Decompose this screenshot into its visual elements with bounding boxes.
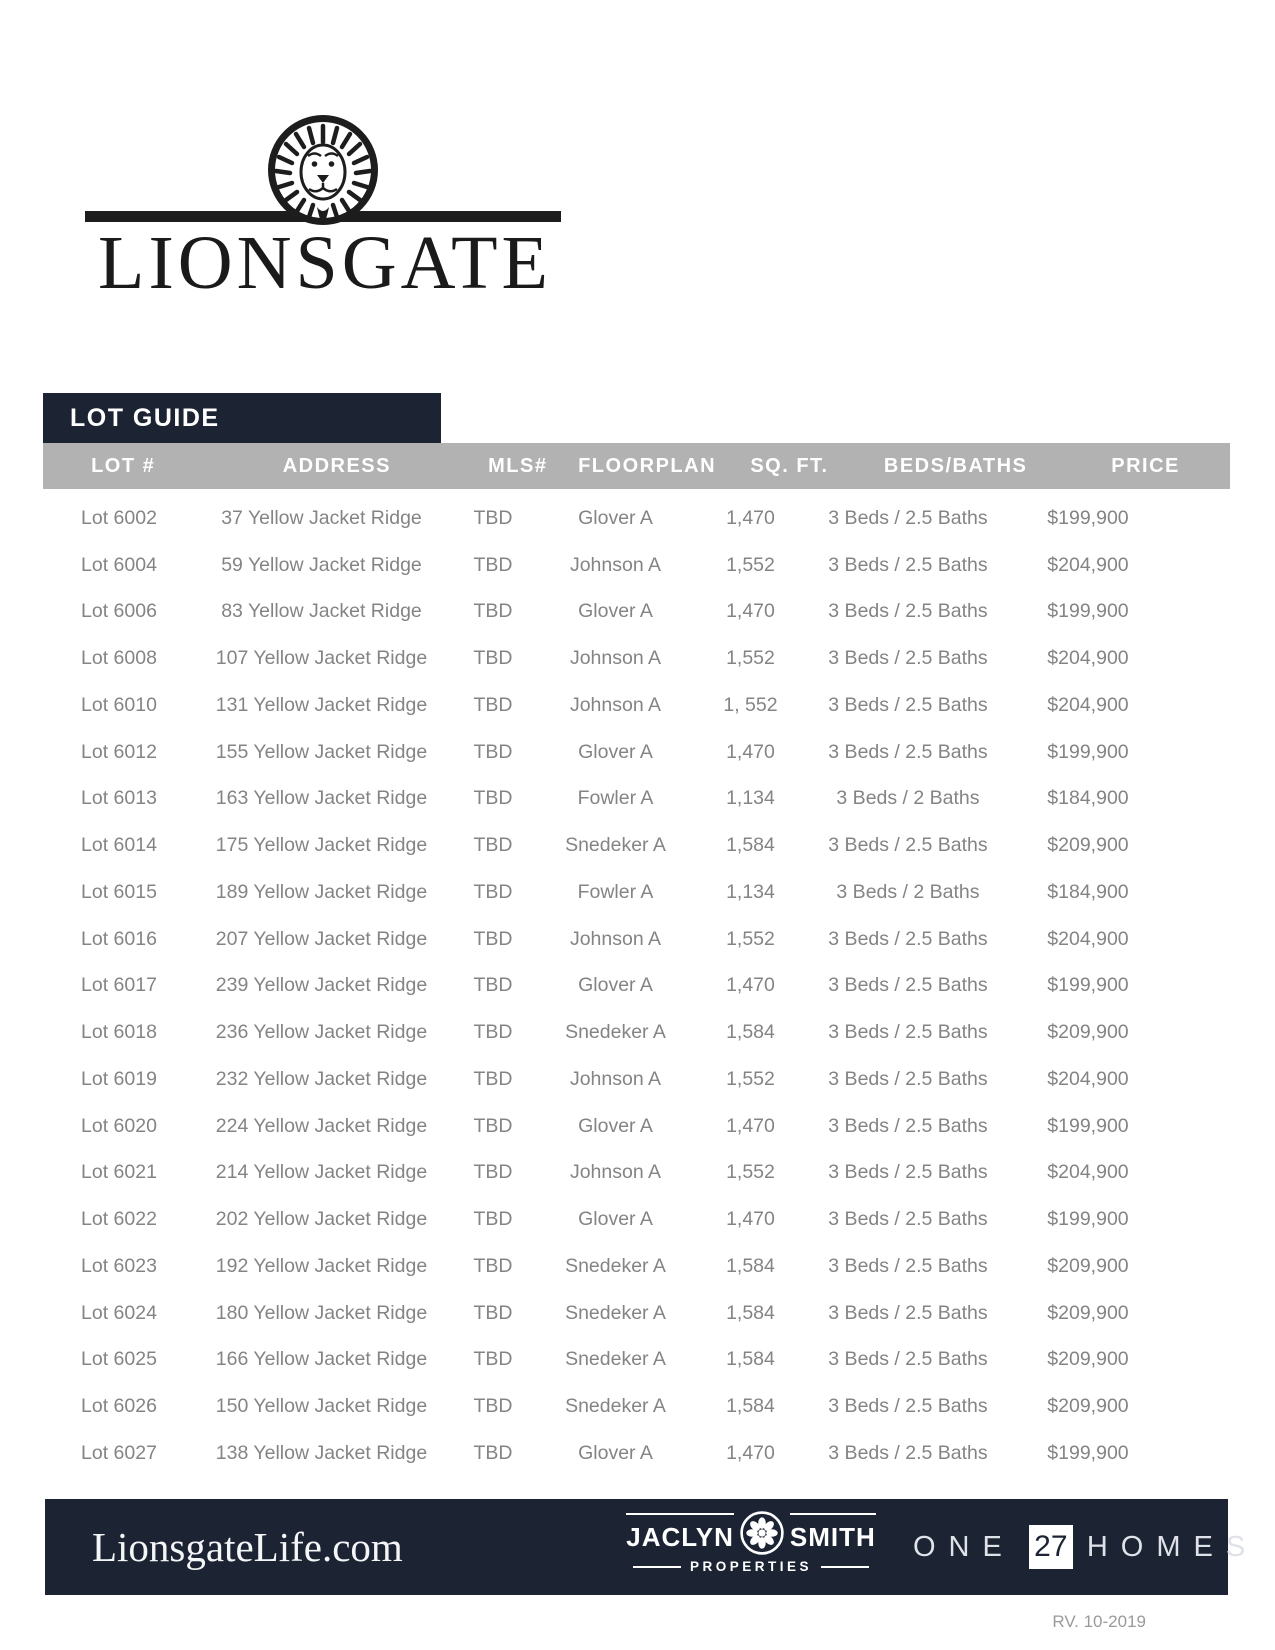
cell-sqft: 1,584 (726, 1348, 775, 1371)
cell-price: $204,900 (1047, 647, 1129, 670)
table-row (43, 1103, 1168, 1150)
cell-sqft: 1,470 (726, 1114, 775, 1137)
cell-address: 155 Yellow Jacket Ridge (215, 740, 428, 763)
cell-beds-baths: 3 Beds / 2.5 Baths (828, 1021, 988, 1044)
table-row (43, 542, 1168, 589)
cell-lot: Lot 6019 (81, 1067, 157, 1090)
cell-sqft: 1,470 (726, 600, 775, 623)
cell-address: 166 Yellow Jacket Ridge (215, 1348, 428, 1371)
table-row (43, 635, 1168, 682)
cell-lot: Lot 6024 (81, 1301, 157, 1324)
cell-address: 192 Yellow Jacket Ridge (215, 1254, 428, 1277)
cell-floorplan: Johnson A (569, 927, 662, 950)
cell-lot: Lot 6017 (81, 974, 157, 997)
cell-lot: Lot 6008 (81, 647, 157, 670)
cell-beds-baths: 3 Beds / 2.5 Baths (828, 1441, 988, 1464)
one-text: ONE (913, 1530, 1015, 1563)
column-header-mls: MLS# (488, 454, 548, 477)
cell-floorplan: Snedeker A (565, 834, 666, 857)
cell-price: $199,900 (1047, 974, 1129, 997)
cell-mls: TBD (473, 834, 513, 857)
cell-lot: Lot 6006 (81, 600, 157, 623)
cell-address: 180 Yellow Jacket Ridge (215, 1301, 428, 1324)
cell-price: $199,900 (1047, 506, 1129, 529)
cell-price: $204,900 (1047, 1067, 1129, 1090)
cell-sqft: 1,470 (726, 974, 775, 997)
cell-address: 37 Yellow Jacket Ridge (221, 506, 422, 529)
cell-address: 175 Yellow Jacket Ridge (215, 834, 428, 857)
cell-address: 138 Yellow Jacket Ridge (215, 1441, 428, 1464)
table-header-row (43, 443, 1230, 489)
lot-guide-title: LOT GUIDE (70, 403, 220, 432)
left-rule (633, 1566, 681, 1568)
cell-price: $199,900 (1047, 1441, 1129, 1464)
revision-label: RV. 10-2019 (1052, 1612, 1146, 1631)
cell-lot: Lot 6021 (81, 1161, 157, 1184)
table-row (43, 729, 1168, 776)
cell-sqft: 1,552 (726, 553, 775, 576)
cell-mls: TBD (473, 506, 513, 529)
cell-address: 150 Yellow Jacket Ridge (215, 1395, 428, 1418)
cell-lot: Lot 6002 (81, 506, 157, 529)
table-row (43, 1430, 1168, 1477)
table-row (43, 869, 1168, 916)
cell-sqft: 1,584 (726, 1254, 775, 1277)
cell-lot: Lot 6015 (81, 880, 157, 903)
cell-floorplan: Snedeker A (565, 1348, 666, 1371)
cell-address: 236 Yellow Jacket Ridge (215, 1021, 428, 1044)
table-row (43, 1290, 1168, 1337)
cell-sqft: 1,552 (726, 927, 775, 950)
cell-floorplan: Glover A (578, 974, 653, 997)
cell-mls: TBD (473, 1301, 513, 1324)
cell-price: $204,900 (1047, 1161, 1129, 1184)
table-row (43, 822, 1168, 869)
cell-floorplan: Snedeker A (565, 1254, 666, 1277)
cell-lot: Lot 6012 (81, 740, 157, 763)
cell-lot: Lot 6013 (81, 787, 157, 810)
cell-price: $204,900 (1047, 693, 1129, 716)
cell-address: 163 Yellow Jacket Ridge (215, 787, 428, 810)
cell-sqft: 1,584 (726, 1395, 775, 1418)
cell-mls: TBD (473, 1161, 513, 1184)
cell-mls: TBD (473, 1348, 513, 1371)
cell-beds-baths: 3 Beds / 2.5 Baths (828, 1254, 988, 1277)
cell-sqft: 1,470 (726, 740, 775, 763)
right-rule (821, 1566, 869, 1568)
cell-lot: Lot 6020 (81, 1114, 157, 1137)
cell-beds-baths: 3 Beds / 2.5 Baths (828, 974, 988, 997)
cell-sqft: 1, 552 (723, 693, 778, 716)
cell-lot: Lot 6026 (81, 1395, 157, 1418)
cell-lot: Lot 6023 (81, 1254, 157, 1277)
jaclyn-text: JACLYN (626, 1513, 734, 1553)
cell-address: 232 Yellow Jacket Ridge (215, 1067, 428, 1090)
cell-price: $204,900 (1047, 553, 1129, 576)
column-header-floorplan: FLOORPLAN (578, 454, 717, 477)
cell-mls: TBD (473, 974, 513, 997)
cell-mls: TBD (473, 740, 513, 763)
properties-row (633, 1559, 869, 1574)
lot-guide-title-tab (43, 393, 441, 443)
cell-beds-baths: 3 Beds / 2.5 Baths (828, 1301, 988, 1324)
cell-floorplan: Johnson A (569, 1067, 662, 1090)
cell-mls: TBD (473, 693, 513, 716)
column-header-sqft: SQ. FT. (750, 454, 829, 477)
cell-address: 239 Yellow Jacket Ridge (215, 974, 428, 997)
lot-table-body (43, 489, 1168, 1477)
cell-price: $199,900 (1047, 1208, 1129, 1231)
cell-floorplan: Glover A (578, 1441, 653, 1464)
cell-address: 214 Yellow Jacket Ridge (215, 1161, 428, 1184)
cell-beds-baths: 3 Beds / 2.5 Baths (828, 1161, 988, 1184)
cell-address: 59 Yellow Jacket Ridge (221, 553, 422, 576)
cell-lot: Lot 6014 (81, 834, 157, 857)
cell-beds-baths: 3 Beds / 2.5 Baths (828, 1348, 988, 1371)
cell-beds-baths: 3 Beds / 2.5 Baths (828, 647, 988, 670)
table-row (43, 1150, 1168, 1197)
cell-mls: TBD (473, 1067, 513, 1090)
cell-floorplan: Glover A (578, 740, 653, 763)
website-text: LionsgateLife.com (92, 1524, 403, 1570)
cell-address: 107 Yellow Jacket Ridge (215, 647, 428, 670)
cell-floorplan: Glover A (578, 1208, 653, 1231)
cell-sqft: 1,552 (726, 1067, 775, 1090)
table-row (43, 1009, 1168, 1056)
cell-sqft: 1,470 (726, 1208, 775, 1231)
column-header-address: ADDRESS (282, 454, 391, 477)
cell-sqft: 1,134 (726, 787, 775, 810)
cell-floorplan: Johnson A (569, 693, 662, 716)
cell-price: $199,900 (1047, 740, 1129, 763)
column-header-beds-baths: BEDS/BATHS (883, 454, 1028, 477)
cell-sqft: 1,584 (726, 1301, 775, 1324)
cell-lot: Lot 6010 (81, 693, 157, 716)
cell-beds-baths: 3 Beds / 2 Baths (836, 787, 980, 810)
properties-text: PROPERTIES (689, 1559, 813, 1574)
cell-address: 189 Yellow Jacket Ridge (215, 880, 428, 903)
cell-floorplan: Fowler A (577, 880, 654, 903)
table-row (43, 1243, 1168, 1290)
cell-mls: TBD (473, 1208, 513, 1231)
cell-sqft: 1,552 (726, 1161, 775, 1184)
jaclyn-smith-properties-logo (626, 1510, 876, 1574)
cell-floorplan: Fowler A (577, 787, 654, 810)
cell-mls: TBD (473, 1254, 513, 1277)
jaclyn-smith-wordmark (626, 1510, 876, 1556)
column-header-price: PRICE (1111, 454, 1180, 477)
table-row (43, 682, 1168, 729)
cell-lot: Lot 6018 (81, 1021, 157, 1044)
cell-price: $204,900 (1047, 927, 1129, 950)
cell-beds-baths: 3 Beds / 2.5 Baths (828, 1395, 988, 1418)
homes-text: HOMES (1086, 1530, 1259, 1563)
cell-floorplan: Glover A (578, 506, 653, 529)
cell-floorplan: Snedeker A (565, 1301, 666, 1324)
footer-bar (45, 1499, 1259, 1595)
cell-floorplan: Johnson A (569, 647, 662, 670)
cell-price: $209,900 (1047, 1395, 1129, 1418)
cell-beds-baths: 3 Beds / 2 Baths (836, 880, 980, 903)
cell-address: 202 Yellow Jacket Ridge (215, 1208, 428, 1231)
cell-beds-baths: 3 Beds / 2.5 Baths (828, 600, 988, 623)
cell-price: $209,900 (1047, 1348, 1129, 1371)
cell-price: $199,900 (1047, 600, 1129, 623)
cell-mls: TBD (473, 1441, 513, 1464)
table-row (43, 1056, 1168, 1103)
cell-address: 207 Yellow Jacket Ridge (215, 927, 428, 950)
cell-beds-baths: 3 Beds / 2.5 Baths (828, 553, 988, 576)
table-row (43, 963, 1168, 1010)
cell-price: $209,900 (1047, 1254, 1129, 1277)
cell-address: 224 Yellow Jacket Ridge (215, 1114, 428, 1137)
cell-beds-baths: 3 Beds / 2.5 Baths (828, 740, 988, 763)
cell-sqft: 1,584 (726, 834, 775, 857)
flower-icon (739, 1510, 785, 1556)
cell-floorplan: Glover A (578, 1114, 653, 1137)
table-row (43, 1383, 1168, 1430)
table-row (43, 589, 1168, 636)
cell-sqft: 1,134 (726, 880, 775, 903)
table-row (43, 495, 1168, 542)
cell-floorplan: Glover A (578, 600, 653, 623)
cell-floorplan: Snedeker A (565, 1395, 666, 1418)
cell-price: $209,900 (1047, 1021, 1129, 1044)
cell-beds-baths: 3 Beds / 2.5 Baths (828, 834, 988, 857)
table-row (43, 1337, 1168, 1384)
cell-lot: Lot 6016 (81, 927, 157, 950)
cell-mls: TBD (473, 927, 513, 950)
cell-price: $184,900 (1047, 787, 1129, 810)
cell-mls: TBD (473, 1395, 513, 1418)
cell-mls: TBD (473, 1021, 513, 1044)
table-row (43, 776, 1168, 823)
cell-price: $209,900 (1047, 1301, 1129, 1324)
cell-beds-baths: 3 Beds / 2.5 Baths (828, 693, 988, 716)
cell-beds-baths: 3 Beds / 2.5 Baths (828, 1067, 988, 1090)
cell-floorplan: Johnson A (569, 1161, 662, 1184)
cell-lot: Lot 6025 (81, 1348, 157, 1371)
cell-beds-baths: 3 Beds / 2.5 Baths (828, 1208, 988, 1231)
cell-floorplan: Johnson A (569, 553, 662, 576)
cell-sqft: 1,470 (726, 1441, 775, 1464)
cell-sqft: 1,470 (726, 506, 775, 529)
cell-price: $209,900 (1047, 834, 1129, 857)
cell-mls: TBD (473, 553, 513, 576)
cell-lot: Lot 6004 (81, 553, 157, 576)
cell-mls: TBD (473, 787, 513, 810)
smith-text: SMITH (790, 1513, 876, 1553)
cell-price: $199,900 (1047, 1114, 1129, 1137)
cell-beds-baths: 3 Beds / 2.5 Baths (828, 927, 988, 950)
cell-lot: Lot 6022 (81, 1208, 157, 1231)
cell-address: 131 Yellow Jacket Ridge (215, 693, 428, 716)
cell-mls: TBD (473, 1114, 513, 1137)
one27-homes-logo (913, 1499, 1258, 1595)
cell-price: $184,900 (1047, 880, 1129, 903)
cell-sqft: 1,584 (726, 1021, 775, 1044)
brand-name: LIONSGATE (98, 221, 552, 305)
cell-mls: TBD (473, 880, 513, 903)
cell-beds-baths: 3 Beds / 2.5 Baths (828, 506, 988, 529)
table-row (43, 916, 1168, 963)
one27-number-box: 27 (1029, 1525, 1073, 1569)
cell-beds-baths: 3 Beds / 2.5 Baths (828, 1114, 988, 1137)
table-row (43, 1196, 1168, 1243)
cell-floorplan: Snedeker A (565, 1021, 666, 1044)
cell-lot: Lot 6027 (81, 1441, 157, 1464)
cell-address: 83 Yellow Jacket Ridge (221, 600, 422, 623)
column-header-lot: LOT # (91, 454, 156, 477)
cell-sqft: 1,552 (726, 647, 775, 670)
cell-mls: TBD (473, 600, 513, 623)
cell-mls: TBD (473, 647, 513, 670)
